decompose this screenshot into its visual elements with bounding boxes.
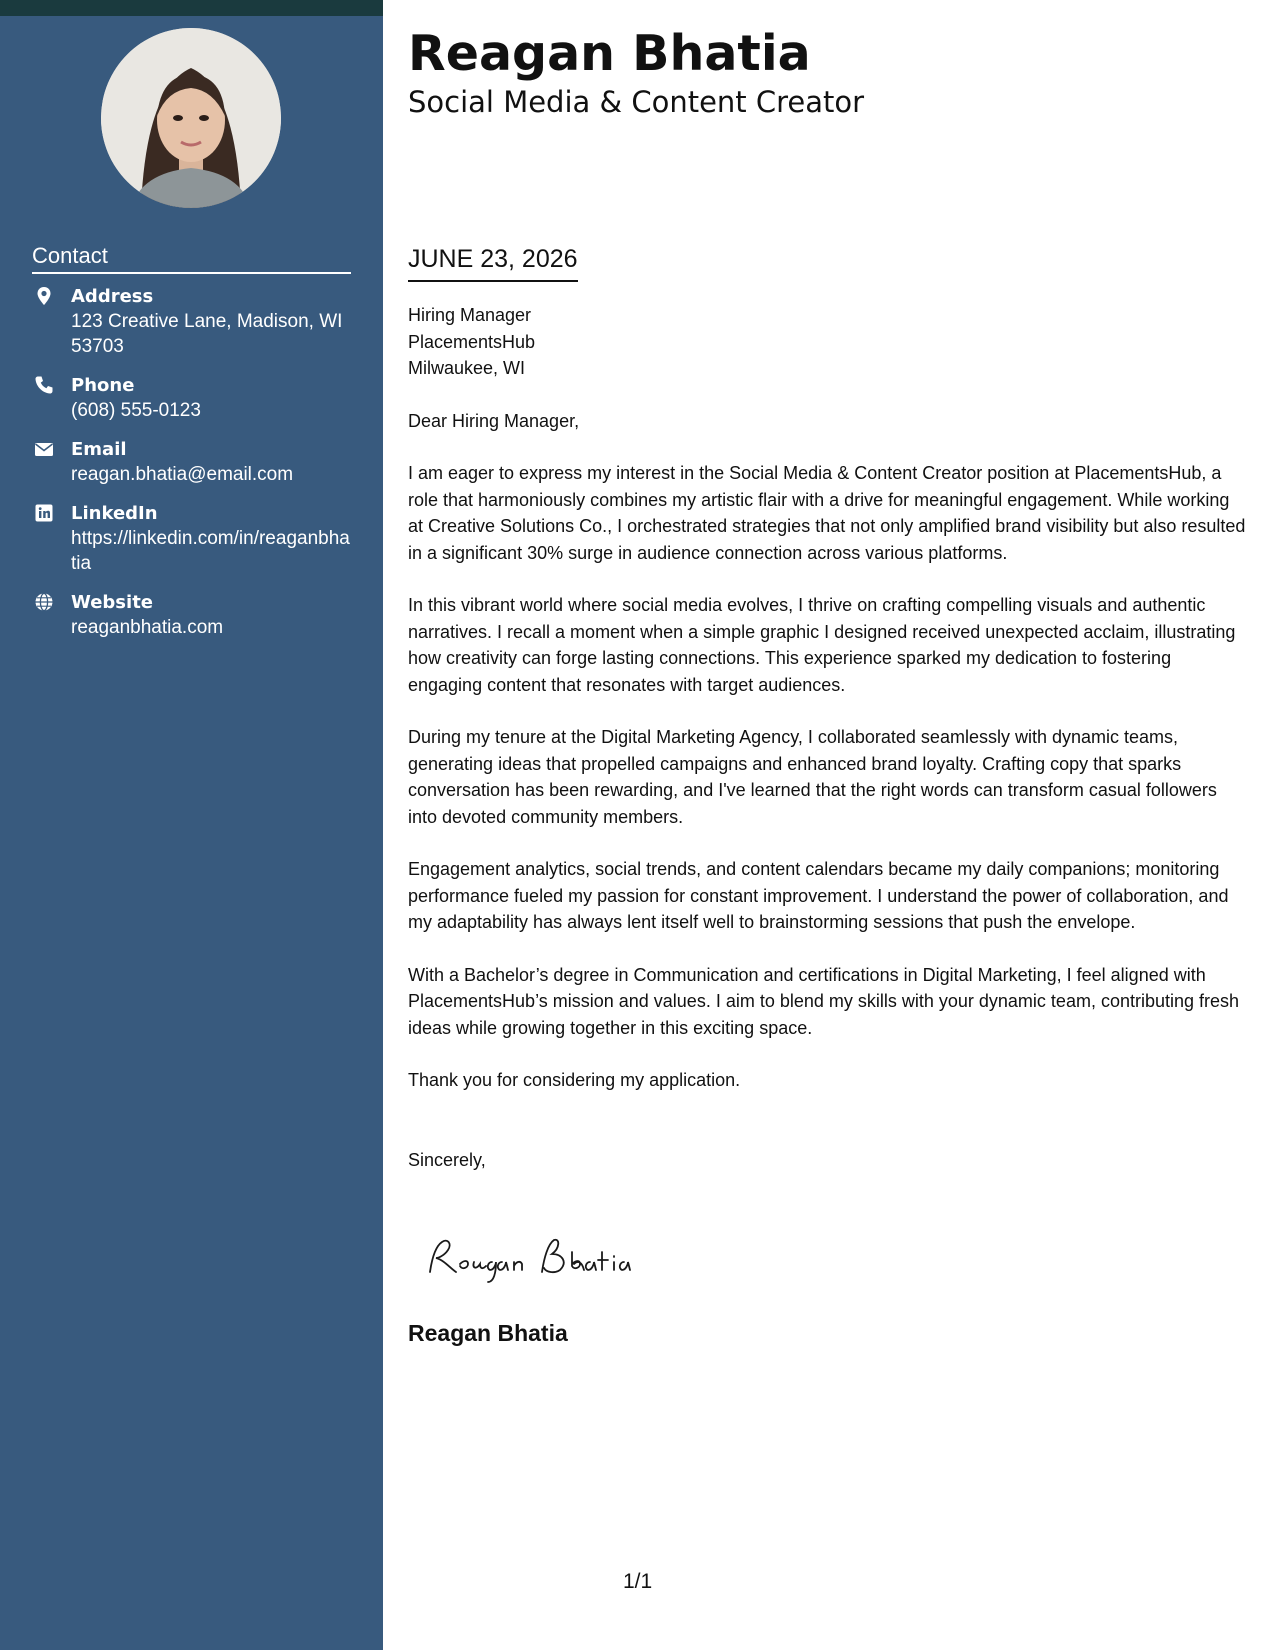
recipient-line: Milwaukee, WI [408,358,526,378]
closing: Sincerely, [408,1149,486,1170]
page-number: 1/1 [623,1570,653,1593]
contact-list [32,284,352,654]
handwritten-signature [422,1228,662,1293]
body-paragraph: Engagement analytics, social trends, and content calendars became my daily companions; monitoring performance fueled my passion for constant improvement. I understand the power of collaboration, and my adaptability has always lent itself well to brainstorming sessions that push the envelope. [408,859,1229,932]
avatar [101,28,281,208]
recipient-line: Hiring Manager [408,305,532,325]
body-paragraph: I am eager to express my interest in the Social Media & Content Creator position at PlacementsHub, a role that harmoniously combines my artistic flair with a drive for meaningful engagement. While working at Creative Solutions Co., I orchestrated strategies that not only amplified brand visibility but also resulted in a significant 30% surge in audience connection across various platforms. [408,463,1246,563]
linkedin-icon [34,503,54,523]
envelope-icon [34,439,54,459]
body-paragraph: Thank you for considering my application. [408,1070,741,1090]
website-value[interactable]: reaganbhatia.com [71,617,224,638]
linkedin-value[interactable]: https://linkedin.com/in/reaganbhatia [71,528,350,574]
page-title: Reagan Bhatia [408,25,811,82]
sidebar-top-bar [0,0,383,16]
map-pin-icon [34,286,54,306]
body-paragraph: In this vibrant world where social media evolves, I thrive on crafting compelling visuals and authentic narratives. I recall a moment when a simple graphic I designed received unexpected acclaim, illustrating how creativity can forge lasting connections. This experience sparked my dedication to fostering engaging content that resonates with target audiences. [408,595,1236,695]
recipient-line: PlacementsHub [408,331,536,352]
signer-name: Reagan Bhatia [408,1320,568,1346]
salutation: Dear Hiring Manager, [408,410,580,431]
contact-item-phone [32,373,352,423]
contact-item-website [32,590,352,640]
contact-item-email [32,437,352,487]
phone-value: (608) 555-0123 [71,400,201,421]
letter-date: JUNE 23, 2026 [408,242,578,282]
letter-body [408,302,1248,1173]
website-label: Website [71,592,154,613]
email-value: reagan.bhatia@email.com [71,464,294,485]
sidebar [0,16,383,1650]
contact-item-address [32,284,352,359]
email-label: Email [71,439,127,460]
address-label: Address [71,286,154,307]
contact-item-linkedin [32,501,352,576]
address-value: 123 Creative Lane, Madison, WI 53703 [71,311,343,357]
phone-label: Phone [71,375,135,396]
linkedin-label: LinkedIn [71,503,158,524]
job-title: Social Media & Content Creator [408,85,865,119]
recipient-block [408,302,1248,382]
globe-icon [34,592,54,612]
body-paragraph: During my tenure at the Digital Marketing Agency, I collaborated seamlessly with dynamic teams, generating ideas that propelled campaigns and enhanced brand loyalty. Crafting copy that sparks conversation has been rewarding, and I've learned that the right words can transform casual followers into devoted community members. [408,727,1217,827]
contact-heading: Contact [32,242,351,274]
body-paragraph: With a Bachelor’s degree in Communication and certifications in Digital Marketing, I feel aligned with PlacementsHub’s mission and values. I aim to blend my skills with your dynamic team, contributing fresh ideas while growing together in this exciting space. [408,964,1240,1038]
phone-icon [34,375,54,395]
